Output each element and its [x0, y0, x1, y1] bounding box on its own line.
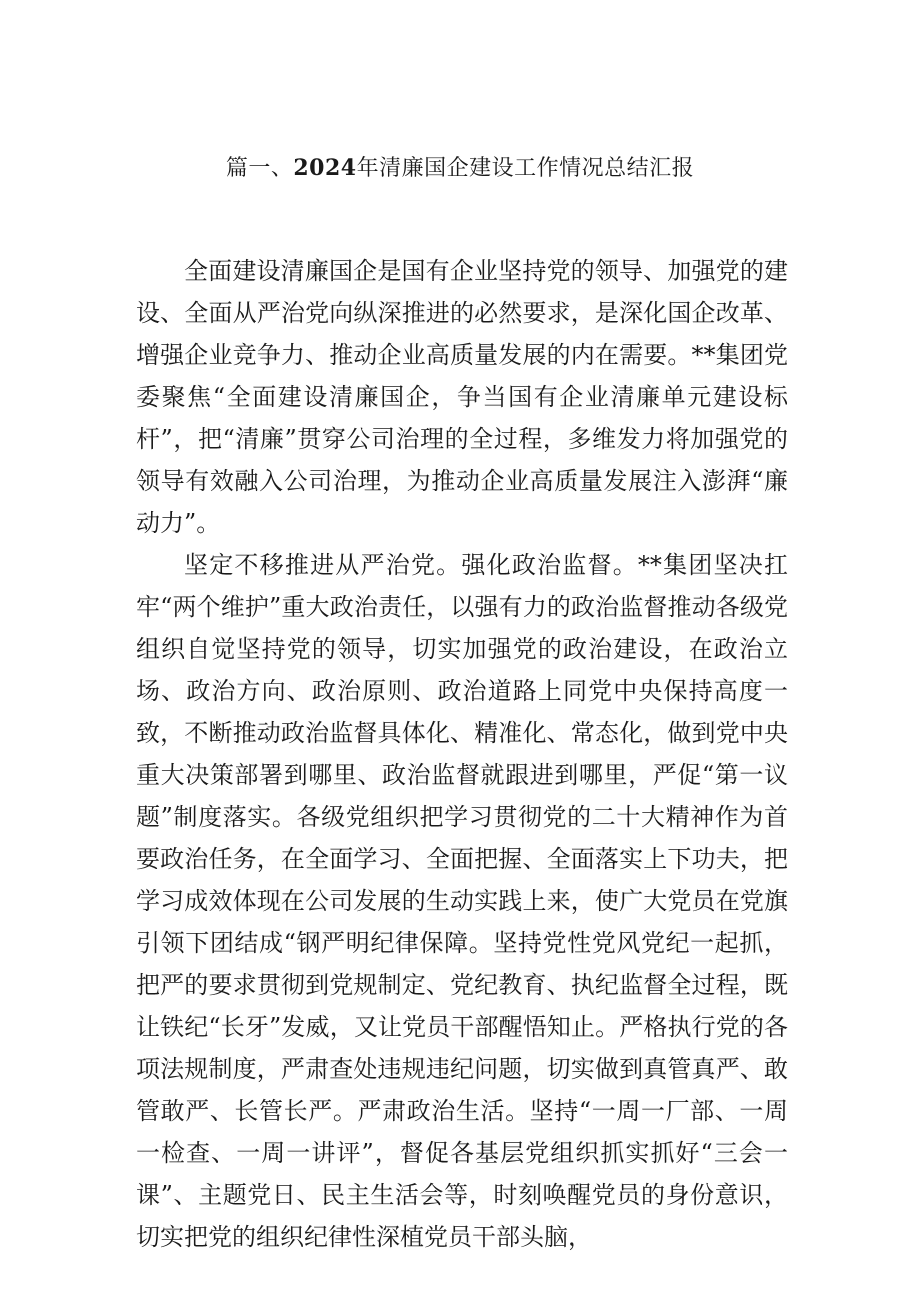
- document-title: [0, 152, 920, 185]
- paragraph-intro: 全面建设清廉国企是国有企业坚持党的领导、加强党的建设、全面从严治党向纵深推进的必然要求，是深化国企改革、增强企业竞争力、推动企业高质量发展的内在需要。**集团党委聚焦“全面建设清廉国企，争当国有企业清廉单元建设标杆”，把“清廉”贯穿公司治理的全过程，多维发力将加强党的领导有效融入公司治理，为推动企业高质量发展注入澎湃“廉动力”。: [136, 257, 788, 537]
- document-body: [136, 250, 788, 1258]
- title-prefix: 篇一、: [225, 156, 294, 181]
- paragraph-strict-governance: 坚定不移推进从严治党。强化政治监督。**集团坚决扛牢“两个维护”重大政治责任，以强有力的政治监督推动各级党组织自觉坚持党的领导，切实加强党的政治建设，在政治立场、政治方向、政治原则、政治道路上同党中央保持高度一致，不断推动政治监督具体化、精准化、常态化，做到党中央重大决策部署到哪里、政治监督就跟进到哪里，严促“第一议题”制度落实。各级党组织把学习贯彻党的二十大精神作为首要政治任务，在全面学习、全面把握、全面落实上下功夫，把学习成效体现在公司发展的生动实践上来，使广大党员在党旗引领下团结成“钢严明纪律保障。坚持党性党风党纪一起抓，把严的要求贯彻到党规制定、党纪教育、执纪监督全过程，既让铁纪“长牙”发威，又让党员干部醒悟知止。严格执行党的各项法规制度，严肃查处违规违纪问题，切实做到真管真严、敢管敢严、长管长严。严肃政治生活。坚持“一周一厂部、一周一检查、一周一讲评”，督促各基层党组织抓实抓好“三会一课”、主题党日、民主生活会等，时刻唤醒党员的身份意识，切实把党的组织纪律性深植党员干部头脑，: [136, 551, 788, 1251]
- title-year: 2024: [293, 155, 357, 181]
- title-suffix: 年清廉国企建设工作情况总结汇报: [356, 156, 695, 181]
